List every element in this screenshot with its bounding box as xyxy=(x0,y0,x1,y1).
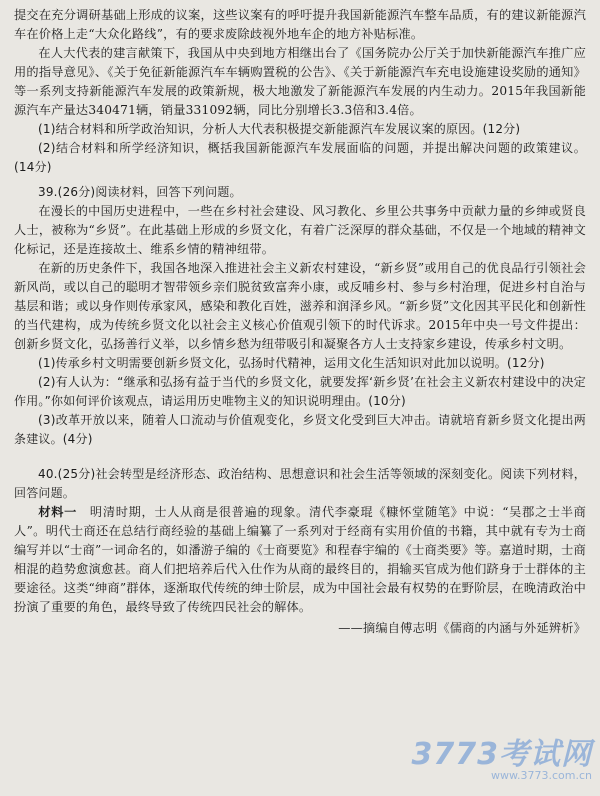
watermark-logo: 3773考试网 xyxy=(411,737,592,772)
question-39-material-1: 在漫长的中国历史进程中，一些在乡村社会建设、风习教化、乡里公共事务中贡献力量的乡绅或贤良人士，被称为“乡贤”。在此基础上形成的乡贤文化，有着广泛深厚的群众基础，不仅是一个地域的精神文化标记，还是连接故土、维系乡情的精神纽带。 xyxy=(14,204,586,256)
question-38-1: (1)结合材料和所学政治知识，分析人大代表积极提交新能源汽车发展议案的原因。(12分) xyxy=(38,122,521,136)
material-source: ——摘编自傅志明《儒商的内涵与外延辨析》 xyxy=(338,621,586,635)
question-39-2: (2)有人认为：“继承和弘扬有益于当代的乡贤文化，就要发挥‘新乡贤’在社会主义新农村建设中的决定作用。”你如何评价该观点，请运用历史唯物主义的知识说明理由。(10分) xyxy=(14,375,586,408)
site-watermark xyxy=(411,737,593,782)
question-39-3: (3)改革开放以来，随着人口流动与价值观变化，乡贤文化受到巨大冲击。请就培育新乡贤文化提出两条建议。(4分) xyxy=(14,413,586,446)
question-40-material-1 xyxy=(14,503,586,617)
question-39-heading: 39.(26分)阅读材料，回答下列问题。 xyxy=(38,185,242,199)
question-39-1: (1)传承乡村文明需要创新乡贤文化，弘扬时代精神，运用文化生活知识对此加以说明。(12分) xyxy=(38,356,545,370)
intro-paragraph-2: 在人大代表的建言献策下，我国从中央到地方相继出台了《国务院办公厅关于加快新能源汽车推广应用的指导意见》、《关于免征新能源汽车车辆购置税的公告》、《关于新能源汽车充电设施建设奖励的通知》等一系列支持新能源汽车发展的政策新规，极大地激发了新能源汽车发展的内生动力。2015年我国新能源汽车产量达340471辆，销量331092辆，同比分别增长3.3倍和3.4倍。 xyxy=(14,46,586,117)
watermark-url: www.3773.com.cn xyxy=(491,769,592,782)
intro-paragraph-1: 提交在充分调研基础上形成的议案，这些议案有的呼吁提升我国新能源汽车整车品质，有的建议新能源汽车在价格上走“大众化路线”，有的要求废除歧视外地车企的地方补贴标准。 xyxy=(14,8,586,41)
material-text: 明清时期，士人从商是很普遍的现象。清代李豪琨《糠怀堂随笔》中说：“吴郡之士半商人”。明代士商还在总结行商经验的基础上编纂了一系列对于经商有实用价值的书籍，其中就有专为士商编写并以“士商”一词命名的，如潘游子编的《士商要览》和程春宇编的《士商类要》等。嘉道时期，士商相混的趋势愈演愈甚。商人们把培养后代入仕作为从商的最终目的，捐输买官成为他们跻身于士群体的主要途径。这类“绅商”群体，逐渐取代传统的绅士阶层，成为中国社会最有权势的在野阶层，在晚清政治中扮演了重要的角色，最终导致了传统四民社会的解体。 xyxy=(14,505,586,614)
material-label: 材料一 xyxy=(38,505,78,519)
question-39-material-2: 在新的历史条件下，我国各地深入推进社会主义新农村建设，“新乡贤”或用自己的优良品行引领社会新风尚，或以自己的聪明才智带领乡亲们脱贫致富奔小康，或反哺乡村、参与乡村治理，促进乡村自治与基层和谐；或以身作则传承家风，感染和教化百姓，滋养和润泽乡风。“新乡贤”文化因其平民化和创新性的当代建构，成为传统乡贤文化以社会主义核心价值观引领下的时代诉求。2015年中央一号文件提出：创新乡贤文化，弘扬善行义举，以乡情乡愁为纽带吸引和凝聚各方人士支持家乡建设，传承乡村文明。 xyxy=(14,261,586,351)
question-38-2: (2)结合材料和所学经济知识，概括我国新能源汽车发展面临的问题，并提出解决问题的政策建议。(14分) xyxy=(14,141,586,174)
exam-page xyxy=(14,6,586,638)
question-40-heading: 40.(25分)社会转型是经济形态、政治结构、思想意识和社会生活等领域的深刻变化。阅读下列材料，回答问题。 xyxy=(14,467,586,500)
